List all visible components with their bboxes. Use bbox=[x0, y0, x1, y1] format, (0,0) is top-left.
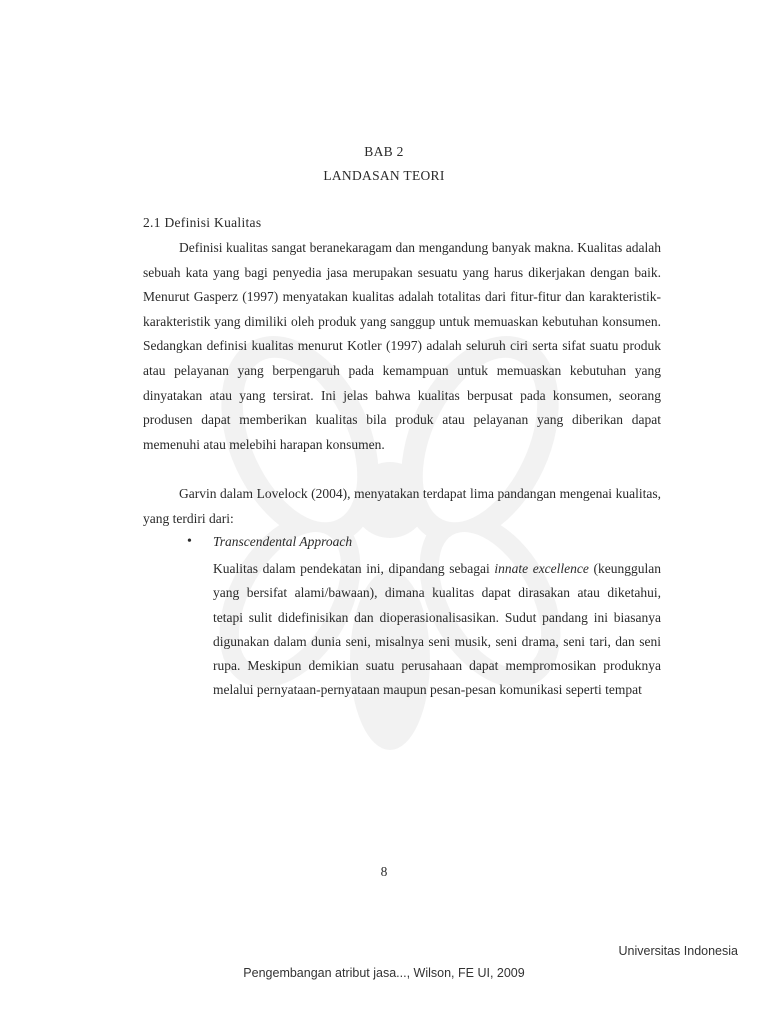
bullet-body bbox=[213, 557, 661, 703]
bullet-body-emphasis: innate excellence bbox=[494, 561, 589, 576]
paragraph-garvin: Garvin dalam Lovelock (2004), menyatakan terdapat lima pandangan mengenai kualitas, yang terdiri dari: bbox=[143, 486, 661, 526]
page-number: 8 bbox=[380, 864, 388, 879]
section-title: 2.1 Definisi Kualitas bbox=[143, 215, 262, 230]
bullet-icon: • bbox=[187, 534, 192, 549]
chapter-title: LANDASAN TEORI bbox=[323, 168, 445, 183]
chapter-label: BAB 2 bbox=[364, 144, 404, 159]
institution-name: Universitas Indonesia bbox=[618, 944, 738, 958]
bullet-body-text: Kualitas dalam pendekatan ini, dipandang sebagai bbox=[213, 561, 495, 576]
paragraph-definition: Definisi kualitas sangat beranekaragam dan mengandung banyak makna. Kualitas adalah sebuah kata yang bagi penyedia jasa merupakan sesuatu yang harus dikerjakan dengan baik. Menurut Gasperz (1997) menyatakan kualitas adalah totalitas dari fitur-fitur dan karakteristik-karakteristik yang dimiliki oleh produk yang sanggup untuk memuaskan kebutuhan konsumen. Sedangkan definisi kualitas menurut Kotler (1997) adalah seluruh ciri serta sifat suatu produk atau pelayanan yang berpengaruh pada kemampuan untuk memuaskan kebutuhan yang dinyatakan atau yang tersirat. Ini jelas bahwa kualitas berpusat pada konsumen, seorang produsen dapat memberikan kualitas bila produk atau pelayanan yang diberikan dapat memenuhi atau melebihi harapan konsumen. bbox=[143, 240, 661, 452]
document-footer: Pengembangan atribut jasa..., Wilson, FE UI, 2009 bbox=[243, 966, 525, 980]
bullet-title: Transcendental Approach bbox=[213, 534, 353, 549]
bullet-body-text-continued: (keunggulan yang bersifat alami/bawaan), dimana kualitas dapat dirasakan atau diketahui, tetapi sulit didefinisikan dan dioperasionalisasikan. Sudut pandang ini biasanya digunakan dalam dunia seni, misalnya seni musik, seni drama, seni tari, dan seni rupa. Meskipun demikian suatu perusahaan dapat mempromosikan produknya melalui pernyataan-pernyataan maupun pesan-pesan komunikasi seperti tempat bbox=[213, 561, 661, 698]
